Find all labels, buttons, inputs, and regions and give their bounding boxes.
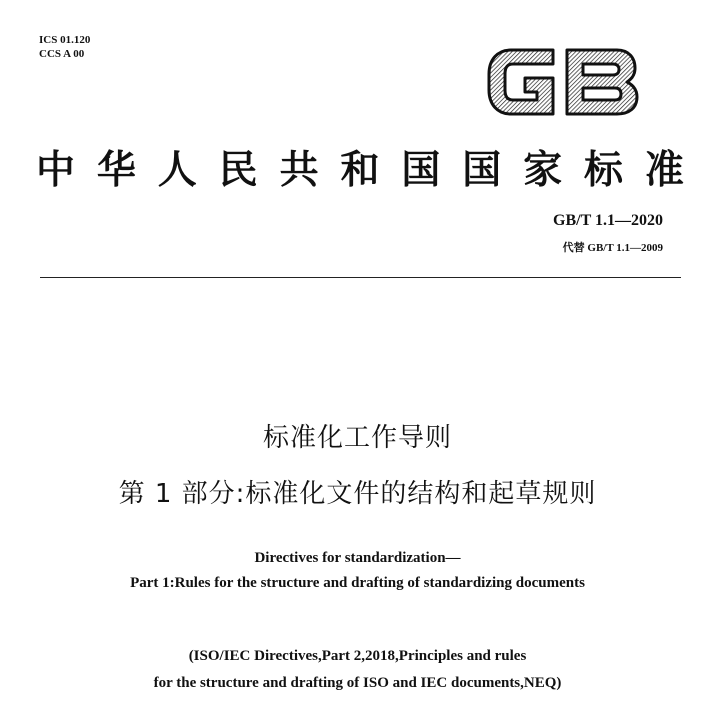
title-char: 和 [340, 147, 380, 193]
national-standard-title [36, 142, 684, 198]
title-char: 准 [644, 147, 684, 193]
title-char: 国 [462, 147, 502, 193]
relation-line-1: (ISO/IEC Directives,Part 2,2018,Principles and rules [188, 648, 527, 664]
ics-code: ICS 01.120 [39, 34, 91, 46]
title-char: 家 [523, 147, 563, 193]
classification-codes [39, 33, 90, 61]
chinese-title-line-1: 标准化工作导则 [262, 423, 452, 453]
header-divider [40, 277, 681, 278]
english-title-line-2: Part 1:Rules for the structure and drafting of standardizing documents [130, 575, 585, 591]
relation-line-2: for the structure and drafting of ISO and IEC documents,NEQ) [153, 675, 562, 691]
title-char: 共 [279, 147, 319, 193]
standard-number: GB/T 1.1—2020 [553, 212, 663, 229]
title-char: 民 [218, 147, 258, 193]
english-title [0, 546, 715, 596]
title-char: 中 [36, 147, 76, 193]
international-relation [0, 643, 715, 697]
replaces-standard: 代替 GB/T 1.1—2009 [562, 242, 663, 254]
title-char: 标 [584, 147, 624, 193]
english-title-line-1: Directives for standardization— [254, 550, 461, 566]
chinese-title-line-2: 第 1 部分:标准化文件的结构和起草规则 [118, 479, 597, 509]
title-char: 华 [96, 147, 136, 193]
ccs-code: CCS A 00 [39, 48, 85, 60]
title-char: 国 [401, 147, 441, 193]
gb-logo [483, 42, 641, 122]
title-char: 人 [157, 147, 197, 193]
